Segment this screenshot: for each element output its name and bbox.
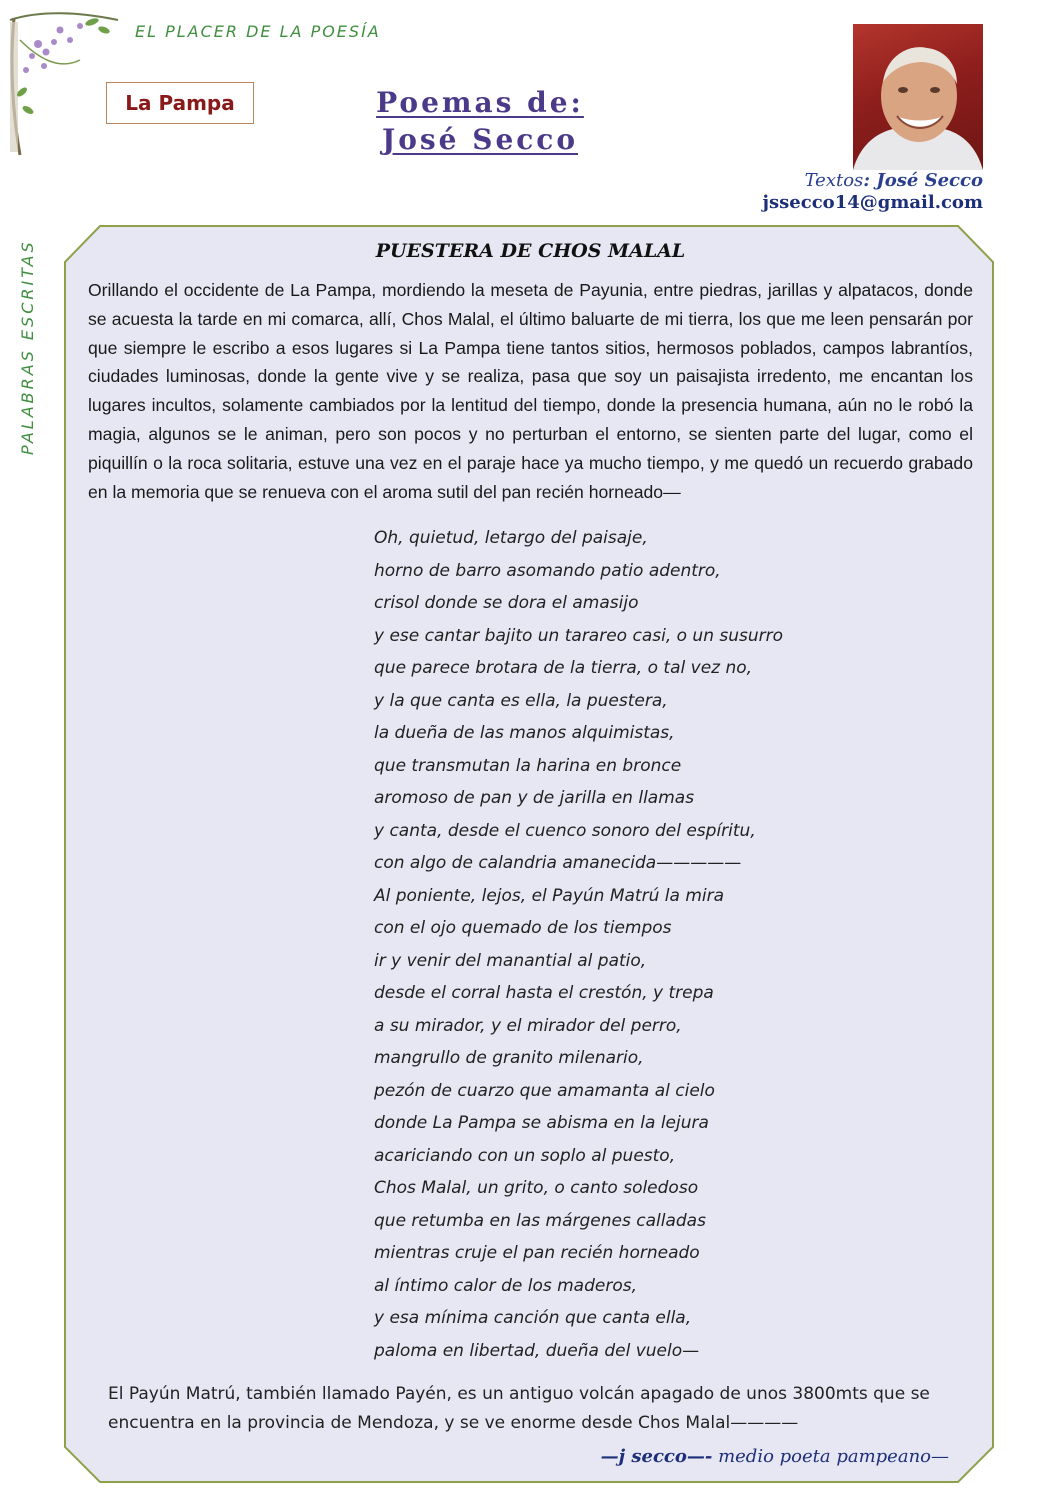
verse-line: mientras cruje el pan recién horneado xyxy=(374,1243,700,1263)
poem-article xyxy=(88,240,973,506)
credit-label: Textos xyxy=(804,170,864,191)
verse-line: que retumba en las márgenes calladas xyxy=(374,1210,706,1231)
verse-line: Oh, quietud, letargo del paisaje, xyxy=(374,528,648,548)
credit-separator: : xyxy=(863,170,877,191)
title-line-2: José Secco xyxy=(381,123,579,156)
section-header: EL PLACER DE LA POESÍA xyxy=(135,22,381,41)
verse-line: y la que canta es ella, la puestera, xyxy=(374,690,668,711)
credit-email[interactable]: jssecco14@gmail.com xyxy=(762,192,983,213)
verse-line: con algo de calandria amanecida————— xyxy=(374,853,742,873)
poem-title: PUESTERA DE CHOS MALAL xyxy=(375,240,686,262)
verse-line: a su mirador, y el mirador del perro, xyxy=(374,1015,682,1036)
verse-line: mangrullo de granito milenario, xyxy=(374,1048,644,1068)
poem-intro: Orillando el occidente de La Pampa, mordiendo la meseta de Payunia, entre piedras, jarillas y alpatacos, donde se acuesta la tarde en mi comarca, allí, Chos Malal, el último baluarte de mi tierra, los que me leen pensarán por que siempre le escribo a esos lugares si La Pampa tiene tantos sitios, hermosos poblados, campos labrantíos, ciudades luminosas, donde la gente vive y se realiza, pasa que soy un paisajista irredento, me encantan los lugares incultos, solamente cambiados por la lentitud del tiempo, donde la presencia humana, aún no le robó la magia, algunos se le animan, pero son pocos y no perturban el entorno, se sienten parte del lugar, como el piquillín o la roca solitaria, estuve una vez en el paraje hace ya mucho tiempo, y me quedó un recuerdo grabado en la memoria que se renueva con el aroma sutil del pan recién horneado— xyxy=(88,280,973,502)
verse-line: aromoso de pan y de jarilla en llamas xyxy=(374,788,695,808)
title-line-1: Poemas de: xyxy=(376,86,584,119)
verse-line: que parece brotara de la tierra, o tal vez no, xyxy=(374,658,753,678)
verse-line: y canta, desde el cuenco sonoro del espíritu, xyxy=(374,820,756,841)
signature-name: —j secco—- xyxy=(600,1446,713,1467)
verse-line: paloma en libertad, dueña del vuelo— xyxy=(374,1340,700,1361)
verse-line: que transmutan la harina en bronce xyxy=(374,755,682,776)
verse-line: Chos Malal, un grito, o canto soledoso xyxy=(374,1178,699,1198)
verse-line: desde el corral hasta el crestón, y trepa xyxy=(374,983,714,1003)
verse-line: con el ojo quemado de los tiempos xyxy=(374,918,672,938)
verse-line: crisol donde se dora el amasijo xyxy=(374,593,639,613)
verse-line: Al poniente, lejos, el Payún Matrú la mira xyxy=(374,885,725,906)
verse-line: y ese cantar bajito un tarareo casi, o un susurro xyxy=(374,625,784,646)
signature xyxy=(601,1446,949,1467)
verse-line: al íntimo calor de los maderos, xyxy=(374,1275,637,1296)
verse-line: acariciando con un soplo al puesto, xyxy=(374,1145,676,1166)
verse-line: donde La Pampa se abisma en la lejura xyxy=(374,1113,709,1133)
credit-author: José Secco xyxy=(876,170,983,191)
signature-tail: medio poeta pampeano— xyxy=(712,1446,949,1467)
poem-note: El Payún Matrú, también llamado Payén, es un antiguo volcán apagado de unos 3800mts que se encuentra en la provincia de Mendoza, y se ve enorme desde Chos Malal———— xyxy=(108,1384,930,1433)
poem-verses xyxy=(374,522,783,1367)
verse-line: horno de barro asomando patio adentro, xyxy=(374,560,721,581)
verse-line: ir y venir del manantial al patio, xyxy=(374,950,647,971)
region-label: La Pampa xyxy=(106,82,254,124)
verse-line: y esa mínima canción que canta ella, xyxy=(374,1308,692,1328)
side-label: PALABRAS ESCRITAS xyxy=(18,239,37,455)
verse-line: pezón de cuarzo que amamanta al cielo xyxy=(374,1080,715,1101)
verse-line: la dueña de las manos alquimistas, xyxy=(374,723,675,743)
